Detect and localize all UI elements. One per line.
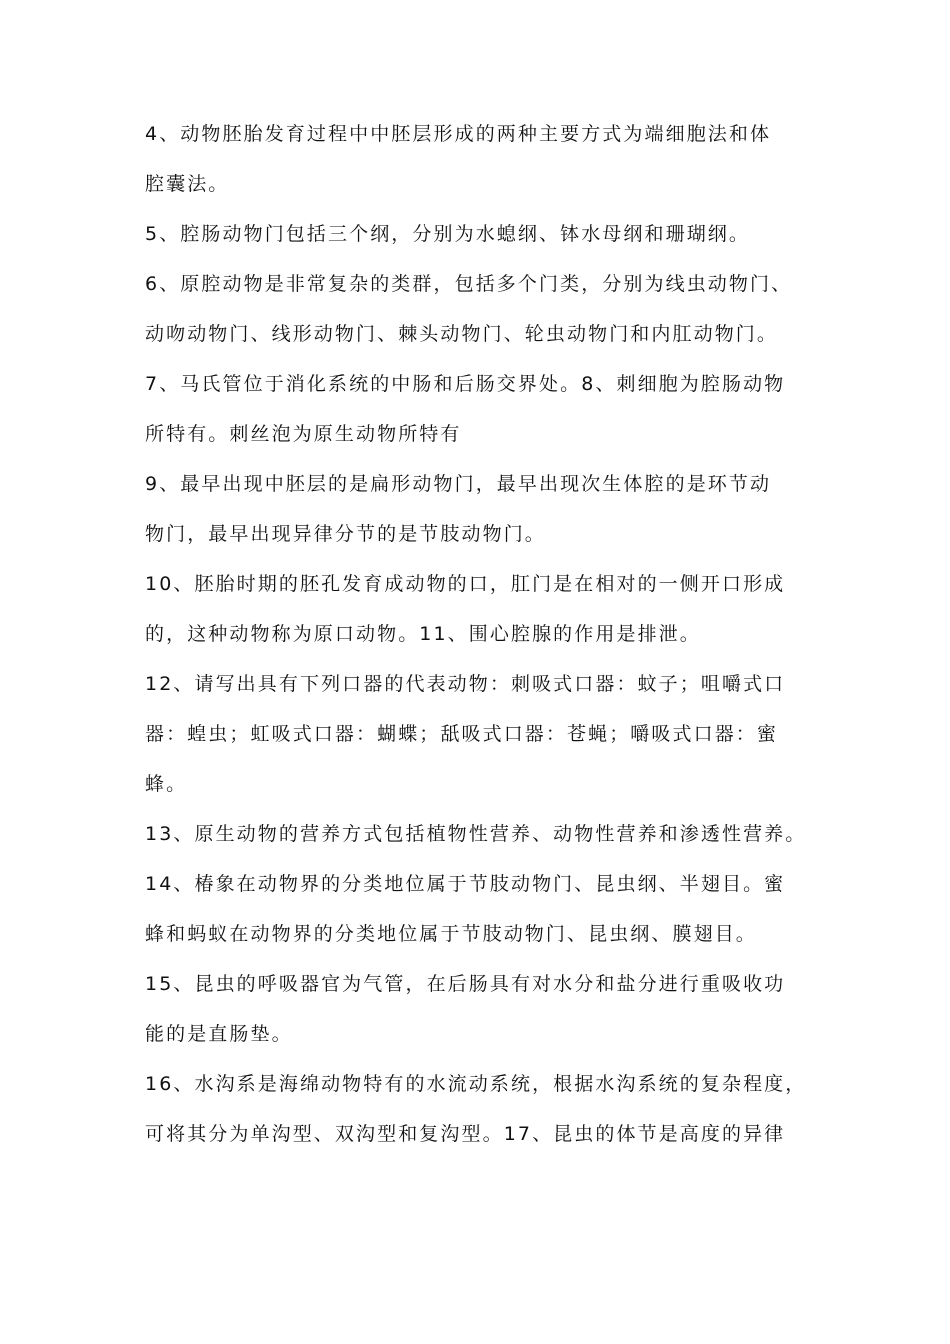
text-line-19: 能的是直肠垫。 — [145, 1023, 293, 1045]
text-line-7: 所特有。刺丝泡为原生动物所特有 — [145, 423, 462, 445]
text-line-4: 6、原腔动物是非常复杂的类群，包括多个门类，分别为线虫动物门、 — [145, 273, 793, 295]
text-line-5: 动吻动物门、线形动物门、棘头动物门、轮虫动物门和内肛动物门。 — [145, 323, 779, 345]
text-line-18: 15、昆虫的呼吸器官为气管，在后肠具有对水分和盐分进行重吸收功 — [145, 973, 786, 995]
text-line-1: 4、动物胚胎发育过程中中胚层形成的两种主要方式为端细胞法和体 — [145, 123, 772, 145]
text-line-15: 13、原生动物的营养方式包括植物性营养、动物性营养和渗透性营养。 — [145, 823, 807, 845]
text-line-21: 可将其分为单沟型、双沟型和复沟型。17、昆虫的体节是高度的异律 — [145, 1123, 786, 1145]
text-line-16: 14、椿象在动物界的分类地位属于节肢动物门、昆虫纲、半翅目。蜜 — [145, 873, 786, 895]
text-line-12: 12、请写出具有下列口器的代表动物：刺吸式口器：蚊子；咀嚼式口 — [145, 673, 786, 695]
text-line-17: 蜂和蚂蚁在动物界的分类地位属于节肢动物门、昆虫纲、膜翅目。 — [145, 923, 757, 945]
text-line-11: 的，这种动物称为原口动物。11、围心腔腺的作用是排泄。 — [145, 623, 701, 645]
text-line-14: 蜂。 — [145, 773, 188, 795]
text-line-2: 腔囊法。 — [145, 173, 230, 195]
text-line-6: 7、马氏管位于消化系统的中肠和后肠交界处。8、刺细胞为腔肠动物 — [145, 373, 786, 395]
text-line-8: 9、最早出现中胚层的是扁形动物门，最早出现次生体腔的是环节动 — [145, 473, 772, 495]
text-line-20: 16、水沟系是海绵动物特有的水流动系统，根据水沟系统的复杂程度， — [145, 1073, 807, 1095]
text-line-3: 5、腔肠动物门包括三个纲，分别为水螅纲、钵水母纲和珊瑚纲。 — [145, 223, 750, 245]
text-line-13: 器：蝗虫；虹吸式口器：蝴蝶；舐吸式口器：苍蝇；嚼吸式口器：蜜 — [145, 723, 779, 745]
text-line-9: 物门，最早出现异律分节的是节肢动物门。 — [145, 523, 546, 545]
text-line-10: 10、胚胎时期的胚孔发育成动物的口，肛门是在相对的一侧开口形成 — [145, 573, 786, 595]
